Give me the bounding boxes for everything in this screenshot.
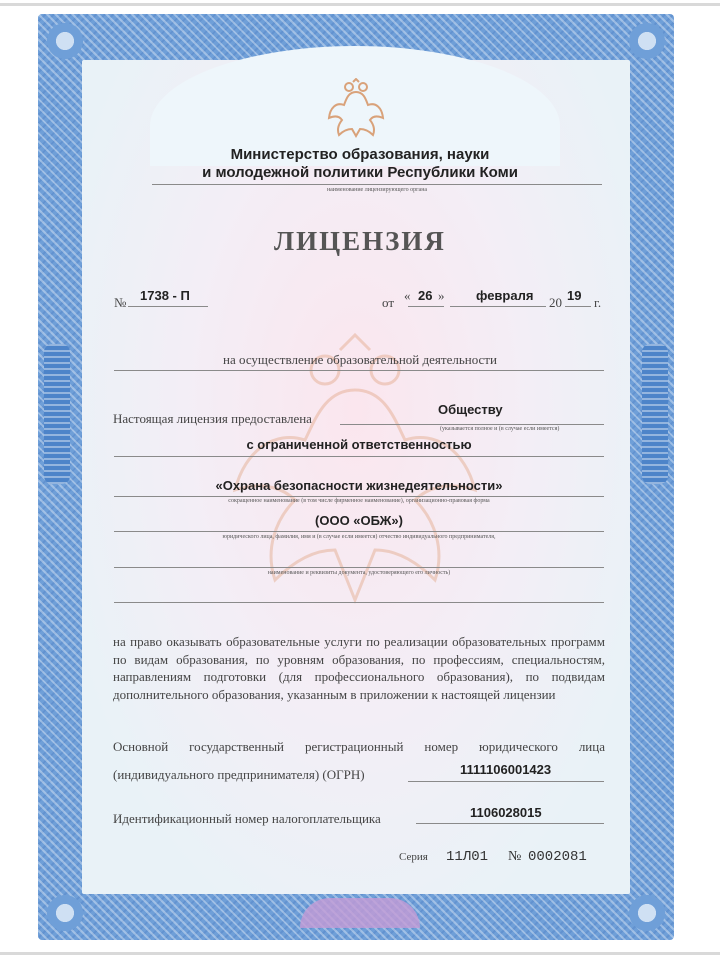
ogrn-underline [408,781,604,782]
ogrn-label-line1: Основной государственный регистрационный номер юридического лица [113,739,605,754]
quote-mark: « [404,288,411,303]
bottom-border-line [0,952,720,955]
year-suffix: 19 [567,288,582,303]
date-month: февраля [476,288,534,303]
inn-label: Идентификационный номер налогоплательщика [113,811,381,826]
corner-ornament [44,20,86,62]
side-ornament-right [642,344,668,484]
inn-value: 1106028015 [470,805,542,820]
caption-fio: юридического лица, фамилия, имя и (в случае если имеется) отчество индивидуального предпринимателя, [222,534,496,540]
org-short-name: (ООО «ОБЖ») [315,513,403,528]
caption-name: сокращенное наименование (в том числе фирменное наименование), организационно-правовая форма [228,498,490,504]
blank-underline [114,567,604,568]
coat-of-arms-icon [326,78,386,138]
ogrn-label-line2: (индивидуального предпринимателя) (ОГРН) [113,767,365,782]
year-end: г. [594,295,602,310]
ogrn-value: 1111106001423 [460,762,552,777]
corner-ornament [626,20,668,62]
caption-doc: наименование и реквизиты документа, удостоверяющего его личность) [267,570,451,576]
series-code: 11Л01 [446,849,489,865]
quote-mark: » [438,288,445,303]
number-label: № [114,295,127,310]
corner-ornament [626,892,668,934]
date-label: от [382,295,395,310]
top-border-line [0,3,720,6]
granted-label: Настоящая лицензия предоставлена [113,411,312,426]
ministry-name-line1: Министерство образования, науки [230,146,490,163]
year-prefix: 20 [549,295,562,310]
org-line1: Обществу [438,402,503,417]
side-ornament-left [44,344,70,484]
document-title: ЛИЦЕНЗИЯ [274,226,446,256]
issuer-caption: наименование лицензирующего органа [326,187,428,193]
bottom-ornament [300,898,420,928]
series-number-sign: № [508,849,522,864]
org-short-underline [114,531,604,532]
ministry-underline [152,184,602,185]
inn-underline [416,823,604,824]
number-underline [128,306,208,307]
corner-ornament [44,892,86,934]
org-line3-underline [114,496,604,497]
month-underline [450,306,546,307]
caption-form: (указывается полное и (в случае если имеется) [440,426,560,432]
license-number: 1738 - П [140,288,190,303]
org-line2-underline [114,456,604,457]
org-line1-underline [340,424,604,425]
day-underline [408,306,444,307]
blank-underline [114,602,604,603]
series-label: Серия [399,851,428,863]
activity-text: на осуществление образовательной деятельности [223,352,497,367]
rights-paragraph: на право оказывать образовательные услуги по реализации образовательных программ по видам образования, по уровням образования, по профессиям, специальностям, направлениям подготовки (для профессионального образования), по подвидам дополнительного образования, указанным в приложении к настоящей лицензии [113,634,605,702]
org-line2: с ограниченной ответственностью [246,437,472,452]
year-underline [565,306,591,307]
series-number: 0002081 [528,849,587,865]
eagle-watermark-icon [215,330,495,620]
org-line3: «Охрана безопасности жизнедеятельности» [215,478,503,493]
date-day: 26 [418,288,433,303]
activity-underline [114,370,604,371]
ministry-name-line2: и молодежной политики Республики Коми [202,164,518,181]
